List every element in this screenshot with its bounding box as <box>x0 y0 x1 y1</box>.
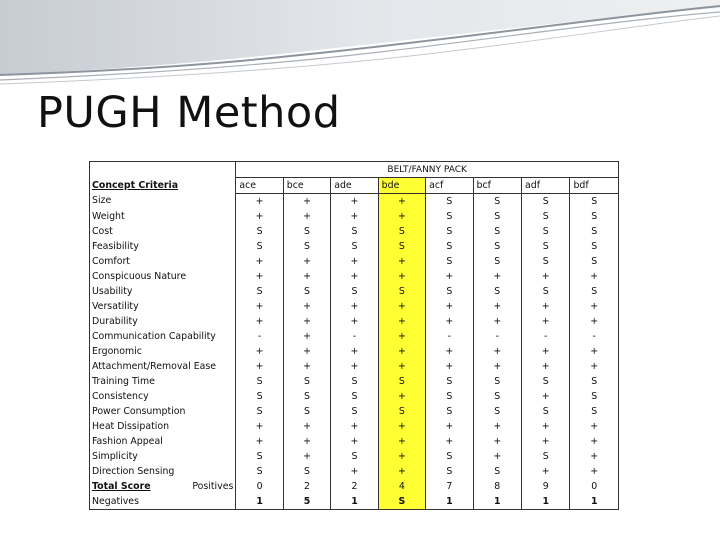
negatives-cell: S <box>378 494 425 510</box>
negatives-cell: 1 <box>236 494 283 510</box>
rating-cell: S <box>473 209 521 224</box>
criteria-row <box>90 449 619 464</box>
rating-cell: S <box>331 224 378 239</box>
rating-cell: S <box>426 404 473 419</box>
criteria-row <box>90 389 619 404</box>
rating-cell: S <box>426 254 473 269</box>
rating-cell: + <box>522 344 570 359</box>
rating-cell: S <box>426 239 473 254</box>
rating-cell: + <box>473 419 521 434</box>
rating-cell: S <box>522 284 570 299</box>
criterion-label: Cost <box>90 224 236 239</box>
rating-cell: S <box>473 404 521 419</box>
rating-cell: S <box>283 224 330 239</box>
candidate-header-acf: acf <box>426 178 473 194</box>
rating-cell: S <box>378 374 425 389</box>
rating-cell: + <box>378 389 425 404</box>
rating-cell: + <box>236 209 283 224</box>
rating-cell: + <box>378 194 425 210</box>
pugh-matrix <box>89 161 619 510</box>
rating-cell: S <box>522 449 570 464</box>
criterion-label: Direction Sensing <box>90 464 236 479</box>
rating-cell: + <box>331 254 378 269</box>
rating-cell: + <box>331 194 378 210</box>
rating-cell: - <box>473 329 521 344</box>
rating-cell: S <box>570 224 619 239</box>
rating-cell: S <box>378 239 425 254</box>
candidate-header-bde: bde <box>378 178 425 194</box>
rating-cell: + <box>570 359 619 374</box>
rating-cell: + <box>570 299 619 314</box>
criteria-row <box>90 224 619 239</box>
rating-cell: S <box>473 239 521 254</box>
rating-cell: S <box>522 239 570 254</box>
rating-cell: + <box>283 434 330 449</box>
criterion-label: Weight <box>90 209 236 224</box>
rating-cell: S <box>473 464 521 479</box>
rating-cell: S <box>426 464 473 479</box>
criterion-label: Attachment/Removal Ease <box>90 359 236 374</box>
positives-cell: 0 <box>236 479 283 494</box>
rating-cell: S <box>331 404 378 419</box>
rating-cell: S <box>236 284 283 299</box>
rating-cell: S <box>236 449 283 464</box>
candidate-header-row <box>90 178 619 194</box>
criterion-label: Conspicuous Nature <box>90 269 236 284</box>
rating-cell: S <box>426 194 473 210</box>
rating-cell: + <box>331 359 378 374</box>
rating-cell: S <box>283 239 330 254</box>
rating-cell: S <box>522 254 570 269</box>
criteria-row <box>90 434 619 449</box>
rating-cell: + <box>378 344 425 359</box>
rating-cell: S <box>522 224 570 239</box>
criterion-label: Ergonomic <box>90 344 236 359</box>
rating-cell: S <box>522 209 570 224</box>
rating-cell: + <box>283 299 330 314</box>
rating-cell: + <box>283 194 330 210</box>
rating-cell: S <box>283 404 330 419</box>
criteria-row <box>90 329 619 344</box>
rating-cell: S <box>473 374 521 389</box>
negatives-cell: 1 <box>473 494 521 510</box>
rating-cell: S <box>283 284 330 299</box>
rating-cell: S <box>236 464 283 479</box>
rating-cell: S <box>283 389 330 404</box>
rating-cell: S <box>236 374 283 389</box>
rating-cell: + <box>473 269 521 284</box>
criterion-label: Consistency <box>90 389 236 404</box>
negatives-cell: 5 <box>283 494 330 510</box>
negatives-cell: 1 <box>426 494 473 510</box>
rating-cell: - <box>426 329 473 344</box>
rating-cell: + <box>331 419 378 434</box>
total-score-label <box>90 479 236 494</box>
rating-cell: + <box>473 434 521 449</box>
rating-cell: + <box>236 314 283 329</box>
rating-cell: S <box>236 389 283 404</box>
blank-corner <box>90 162 236 178</box>
rating-cell: + <box>426 359 473 374</box>
rating-cell: + <box>283 344 330 359</box>
criteria-row <box>90 239 619 254</box>
rating-cell: S <box>570 284 619 299</box>
rating-cell: S <box>473 224 521 239</box>
rating-cell: + <box>236 254 283 269</box>
rating-cell: + <box>522 299 570 314</box>
rating-cell: S <box>331 284 378 299</box>
criteria-row <box>90 254 619 269</box>
rating-cell: + <box>283 359 330 374</box>
criterion-label: Feasibility <box>90 239 236 254</box>
rating-cell: + <box>378 254 425 269</box>
rating-cell: + <box>378 209 425 224</box>
rating-cell: - <box>522 329 570 344</box>
positives-cell: 2 <box>283 479 330 494</box>
rating-cell: S <box>570 404 619 419</box>
criteria-row <box>90 209 619 224</box>
rating-cell: + <box>426 344 473 359</box>
rating-cell: S <box>426 284 473 299</box>
criteria-row <box>90 314 619 329</box>
candidate-header-adf: adf <box>522 178 570 194</box>
rating-cell: S <box>426 389 473 404</box>
rating-cell: S <box>426 449 473 464</box>
group-header-row <box>90 162 619 178</box>
rating-cell: + <box>522 419 570 434</box>
candidate-header-ade: ade <box>331 178 378 194</box>
criterion-label: Training Time <box>90 374 236 389</box>
criteria-row <box>90 404 619 419</box>
negatives-label: Negatives <box>90 494 236 510</box>
criterion-label: Comfort <box>90 254 236 269</box>
criterion-label: Size <box>90 194 236 210</box>
rating-cell: + <box>283 314 330 329</box>
rating-cell: S <box>236 239 283 254</box>
rating-cell: + <box>426 269 473 284</box>
rating-cell: S <box>331 389 378 404</box>
rating-cell: S <box>570 254 619 269</box>
rating-cell: + <box>236 419 283 434</box>
rating-cell: + <box>473 314 521 329</box>
rating-cell: S <box>283 374 330 389</box>
rating-cell: + <box>426 299 473 314</box>
rating-cell: + <box>378 419 425 434</box>
rating-cell: + <box>331 269 378 284</box>
rating-cell: + <box>378 464 425 479</box>
rating-cell: S <box>236 224 283 239</box>
rating-cell: + <box>283 209 330 224</box>
criterion-label: Heat Dissipation <box>90 419 236 434</box>
rating-cell: S <box>378 224 425 239</box>
positives-cell: 2 <box>331 479 378 494</box>
rating-cell: + <box>236 299 283 314</box>
rating-cell: + <box>283 329 330 344</box>
rating-cell: + <box>570 419 619 434</box>
criteria-row <box>90 419 619 434</box>
group-header: BELT/FANNY PACK <box>236 162 619 178</box>
rating-cell: + <box>426 434 473 449</box>
rating-cell: S <box>283 464 330 479</box>
rating-cell: S <box>378 284 425 299</box>
rating-cell: + <box>378 314 425 329</box>
rating-cell: S <box>426 224 473 239</box>
rating-cell: + <box>522 389 570 404</box>
criterion-label: Usability <box>90 284 236 299</box>
rating-cell: + <box>426 419 473 434</box>
rating-cell: + <box>331 434 378 449</box>
positives-cell: 8 <box>473 479 521 494</box>
criteria-row <box>90 374 619 389</box>
rating-cell: + <box>283 254 330 269</box>
rating-cell: S <box>570 374 619 389</box>
rating-cell: S <box>331 374 378 389</box>
rating-cell: + <box>331 299 378 314</box>
criteria-row <box>90 299 619 314</box>
rating-cell: + <box>378 359 425 374</box>
slide-title: PUGH Method <box>37 88 341 138</box>
total-label: Total Score <box>92 480 151 492</box>
rating-cell: S <box>522 194 570 210</box>
rating-cell: + <box>473 449 521 464</box>
negatives-cell: 1 <box>570 494 619 510</box>
rating-cell: + <box>570 344 619 359</box>
rating-cell: + <box>331 464 378 479</box>
rating-cell: + <box>378 299 425 314</box>
candidate-header-bce: bce <box>283 178 330 194</box>
rating-cell: S <box>570 209 619 224</box>
criteria-row <box>90 194 619 210</box>
positives-row <box>90 479 619 494</box>
negatives-row <box>90 494 619 510</box>
rating-cell: + <box>378 329 425 344</box>
candidate-header-ace: ace <box>236 178 283 194</box>
rating-cell: + <box>522 269 570 284</box>
header-swoosh-decoration <box>0 0 720 90</box>
rating-cell: - <box>570 329 619 344</box>
rating-cell: + <box>473 359 521 374</box>
negatives-cell: 1 <box>522 494 570 510</box>
criteria-row <box>90 344 619 359</box>
negatives-cell: 1 <box>331 494 378 510</box>
rating-cell: + <box>236 194 283 210</box>
criteria-row <box>90 284 619 299</box>
rating-cell: + <box>570 449 619 464</box>
rating-cell: S <box>522 374 570 389</box>
candidate-header-bcf: bcf <box>473 178 521 194</box>
positives-cell: 4 <box>378 479 425 494</box>
rating-cell: + <box>570 464 619 479</box>
rating-cell: + <box>473 299 521 314</box>
positives-label: Positives <box>192 480 234 492</box>
rating-cell: + <box>378 269 425 284</box>
criterion-label: Communication Capability <box>90 329 236 344</box>
rating-cell: S <box>426 209 473 224</box>
rating-cell: + <box>426 314 473 329</box>
rating-cell: + <box>236 359 283 374</box>
criterion-label: Simplicity <box>90 449 236 464</box>
criterion-label: Versatility <box>90 299 236 314</box>
rating-cell: + <box>331 314 378 329</box>
rating-cell: + <box>378 449 425 464</box>
positives-cell: 0 <box>570 479 619 494</box>
rating-cell: + <box>331 344 378 359</box>
rating-cell: S <box>473 254 521 269</box>
rating-cell: S <box>473 389 521 404</box>
criteria-row <box>90 269 619 284</box>
rating-cell: S <box>473 284 521 299</box>
rating-cell: + <box>570 434 619 449</box>
rating-cell: + <box>331 209 378 224</box>
positives-cell: 9 <box>522 479 570 494</box>
criteria-header: Concept Criteria <box>90 178 236 194</box>
rating-cell: + <box>522 314 570 329</box>
rating-cell: - <box>331 329 378 344</box>
rating-cell: + <box>570 314 619 329</box>
rating-cell: + <box>283 449 330 464</box>
rating-cell: + <box>283 419 330 434</box>
rating-cell: + <box>522 434 570 449</box>
rating-cell: + <box>236 269 283 284</box>
criteria-row <box>90 359 619 374</box>
positives-cell: 7 <box>426 479 473 494</box>
rating-cell: S <box>473 194 521 210</box>
criterion-label: Power Consumption <box>90 404 236 419</box>
rating-cell: S <box>331 449 378 464</box>
pugh-table <box>89 161 619 510</box>
rating-cell: S <box>331 239 378 254</box>
rating-cell: + <box>236 344 283 359</box>
rating-cell: + <box>378 434 425 449</box>
rating-cell: S <box>426 374 473 389</box>
rating-cell: S <box>570 194 619 210</box>
rating-cell: - <box>236 329 283 344</box>
criterion-label: Durability <box>90 314 236 329</box>
criteria-row <box>90 464 619 479</box>
rating-cell: + <box>473 344 521 359</box>
rating-cell: S <box>570 389 619 404</box>
rating-cell: + <box>283 269 330 284</box>
rating-cell: + <box>522 359 570 374</box>
rating-cell: + <box>236 434 283 449</box>
candidate-header-bdf: bdf <box>570 178 619 194</box>
criterion-label: Fashion Appeal <box>90 434 236 449</box>
rating-cell: S <box>378 404 425 419</box>
rating-cell: S <box>522 404 570 419</box>
rating-cell: + <box>522 464 570 479</box>
rating-cell: + <box>570 269 619 284</box>
rating-cell: S <box>570 239 619 254</box>
rating-cell: S <box>236 404 283 419</box>
